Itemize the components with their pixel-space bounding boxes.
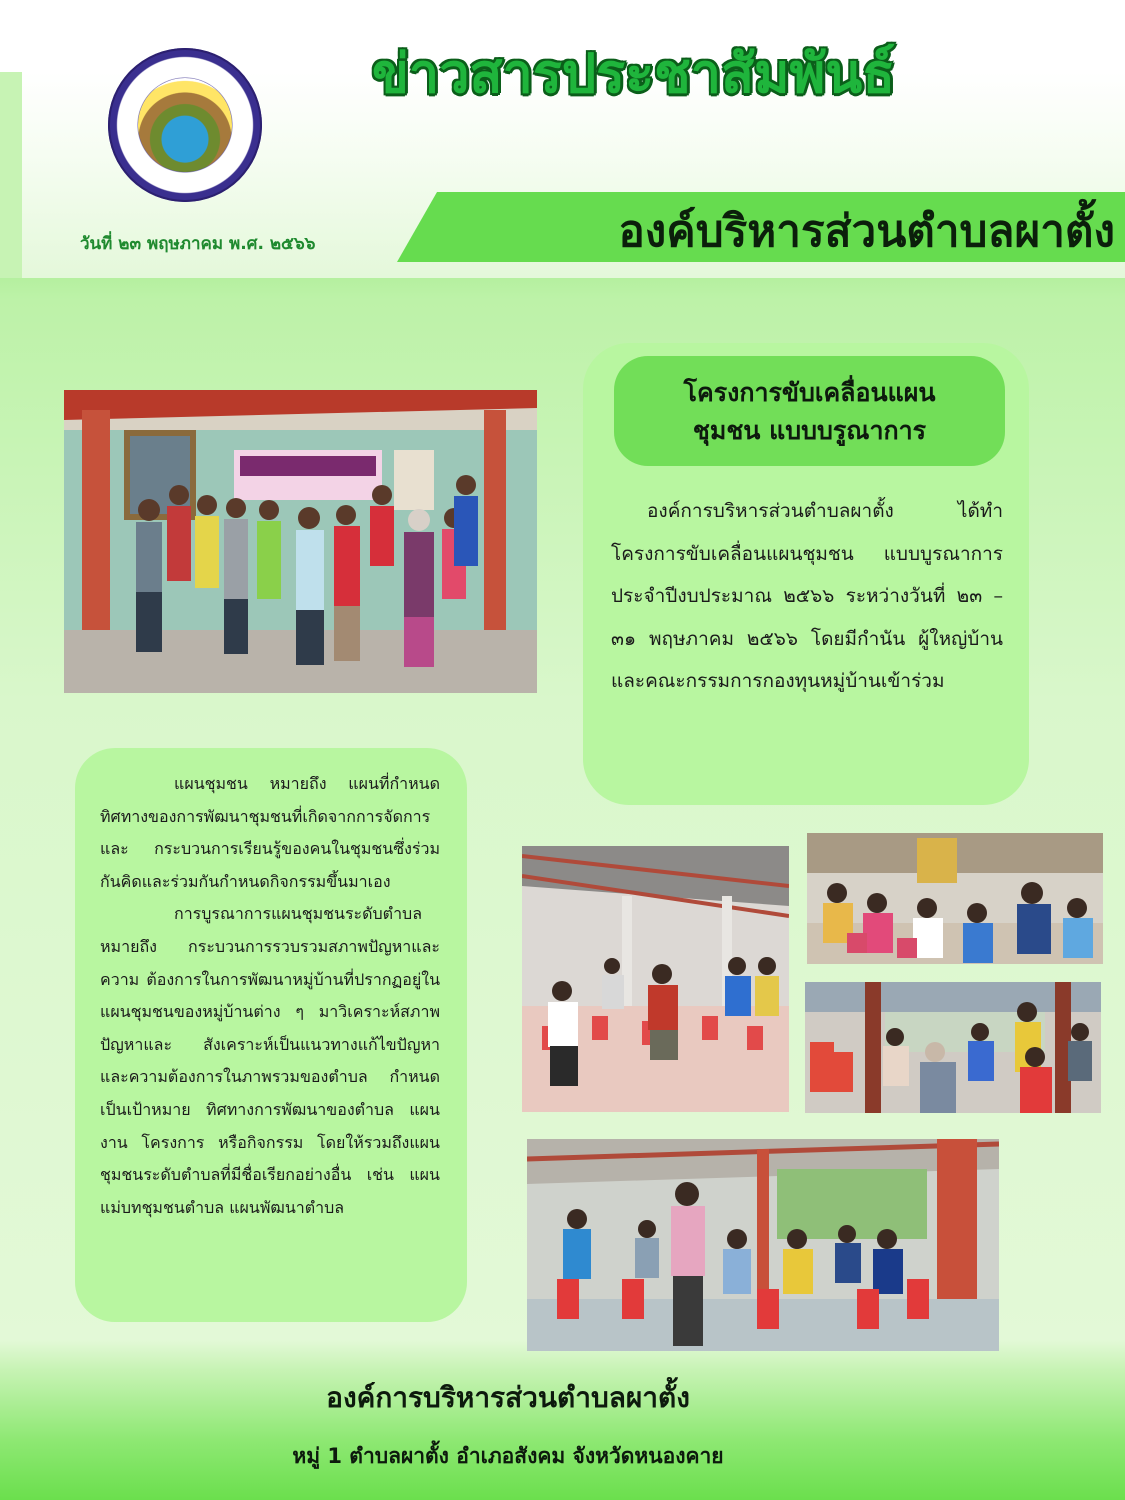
main-title: ข่าวสารประชาสัมพันธ์: [372, 42, 896, 105]
org-name-header: องค์บริหารส่วนตำบลผาตั้ง: [618, 206, 1115, 257]
project-description: องค์การบริหารส่วนตำบลผาตั้ง ได้ทำโครงการขับเคลื่อนแผนชุมชน แบบบูรณาการ ประจำปีงบประมาณ ๒๕๖๖ ระหว่างวันที่ ๒๓ – ๓๑ พฤษภาคม ๒๕๖๖ โดยมีกำนัน ผู้ใหญ่บ้าน และคณะกรรมการกองทุนหมู่บ้านเข้าร่วม: [611, 500, 1003, 693]
footer-address: หมู่ 1 ตำบลผาตั้ง อำเภอสังคม จังหวัดหนองคาย: [292, 1444, 724, 1468]
definition-paragraph-2: การบูรณาการแผนชุมชนระดับตำบล หมายถึง กระบวนการรวบรวมสภาพปัญหาและความ ต้องการในการพัฒนาหมู่บ้านที่ปรากฏอยู่ในแผนชุมชนของหมู่บ้านต่าง ๆ มาวิเคราะห์สภาพปัญหาและ สังเคราะห์เป็นแนวทางแก้ไขปัญหาและความต้องการในภาพรวมของตำบล กำหนดเป็นเป้าหมาย ทิศทางการพัฒนาของตำบล แผนงาน โครงการ หรือกิจกรรม โดยให้รวมถึงแผนชุมชนระดับตำบลที่มีชื่อเรียกอย่างอื่น เช่น แผนแม่บทชุมชนตำบล แผนพัฒนาตำบล: [100, 904, 440, 1217]
group-photo: [64, 390, 537, 693]
definition-text: [100, 768, 440, 1224]
meeting-photo-pavilion: [805, 982, 1101, 1113]
footer-org-name: องค์การบริหารส่วนตำบลผาตั้ง: [326, 1381, 690, 1414]
meeting-photo-seated: [807, 833, 1103, 964]
definition-paragraph-1: แผนชุมชน หมายถึง แผนที่กำหนดทิศทางของการพัฒนาชุมชนที่เกิดจากการจัดการและ กระบวนการเรียนรู้ของคนในชุมชนซึ่งร่วมกันคิดและร่วมกันกำหนดกิจกรรมขึ้นมาเอง: [100, 774, 440, 891]
meeting-photo-hall: [522, 846, 789, 1112]
project-title-line1: โครงการขับเคลื่อนแผน: [683, 378, 936, 407]
issue-date: วันที่ ๒๓ พฤษภาคม พ.ศ. ๒๕๖๖: [80, 234, 316, 254]
project-title-line2: ชุมชน แบบบรูณาการ: [692, 416, 927, 445]
seal-emblem: [138, 78, 232, 172]
municipal-seal-icon: [108, 48, 262, 202]
project-card-header: [614, 356, 1005, 466]
meeting-photo-group-discussion: [527, 1139, 999, 1351]
